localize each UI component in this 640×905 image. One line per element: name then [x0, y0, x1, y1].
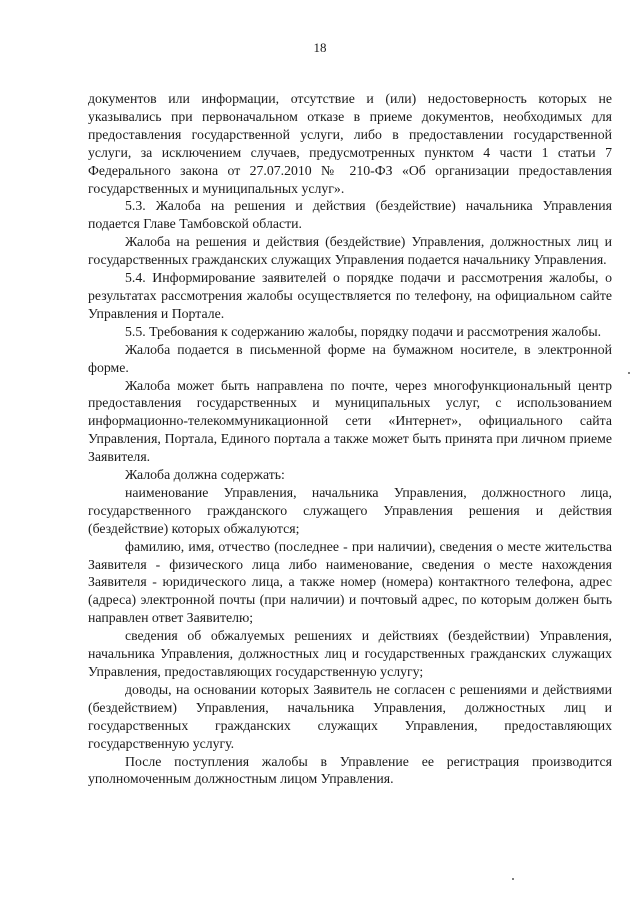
paragraph-complaint-channels: Жалоба может быть направлена по почте, через многофункциональный центр предоставления государственных и муниципальных услуг, с использованием информационно-телекоммуникационной сети «Интернет», официального сайта Управления, Портала, Единого портала а также может быть принята при личном приеме Заявителя.	[88, 377, 612, 465]
document-body	[88, 90, 612, 788]
paragraph-registration: После поступления жалобы в Управление ее регистрация производится уполномоченным должностным лицом Управления.	[88, 753, 612, 787]
scan-speck	[628, 372, 630, 374]
paragraph-continuation: документов или информации, отсутствие и (или) недостоверность которых не указывались при первоначальном отказе в приеме документов, необходимых для предоставления государственной услуги, либо в предоставлении государственной услуги, за исключением случаев, предусмотренных пунктом 4 части 1 статьи 7 Федерального закона от 27.07.2010 № 210-ФЗ «Об организации предоставления государственных и муниципальных услуг».	[88, 91, 612, 196]
page-number: 18	[313, 40, 327, 55]
paragraph-5-5: 5.5. Требования к содержанию жалобы, порядку подачи и рассмотрения жалобы.	[125, 323, 602, 339]
paragraph-complaint-addressee: Жалоба на решения и действия (бездействие) Управления, должностных лиц и государственных гражданских служащих Управления подается начальнику Управления.	[88, 234, 612, 268]
list-item-applicant-details: фамилию, имя, отчество (последнее - при наличии), сведения о месте жительства Заявителя - физического лица либо наименование, сведения о месте нахождения Заявителя - юридического лица, а также номер (номера) контактного телефона, адрес (адреса) электронной почты (при наличии) и почтовый адрес, по которым должен быть направлен ответ Заявителю;	[88, 538, 612, 626]
paragraph-complaint-form: Жалоба подается в письменной форме на бумажном носителе, в электронной форме.	[88, 341, 612, 375]
paragraph-5-4: 5.4. Информирование заявителей о порядке подачи и рассмотрения жалобы, о результатах рассмотрения жалобы осуществляется по телефону, на официальном сайте Управления и Портале.	[88, 270, 612, 321]
list-item-contested-decisions: сведения об обжалуемых решениях и действиях (бездействии) Управления, начальника Управления, должностных лиц и государственных гражданских служащих Управления, предоставляющих государственную услугу;	[88, 628, 612, 679]
list-item-authority-name: наименование Управления, начальника Управления, должностного лица, государственного гражданского служащего Управления решения и действия (бездействие) которых обжалуются;	[88, 484, 612, 536]
paragraph-5-3: 5.3. Жалоба на решения и действия (бездействие) начальника Управления подается Главе Тамбовской области.	[88, 198, 612, 232]
paragraph-complaint-contents-intro: Жалоба должна содержать:	[125, 467, 285, 483]
scan-speck	[512, 878, 514, 880]
list-item-arguments: доводы, на основании которых Заявитель не согласен с решениями и действиями (бездействием) Управления, начальника Управления, должностных лиц и государственных гражданских служащих Управления, предоставляющих государственную услугу.	[88, 681, 612, 751]
